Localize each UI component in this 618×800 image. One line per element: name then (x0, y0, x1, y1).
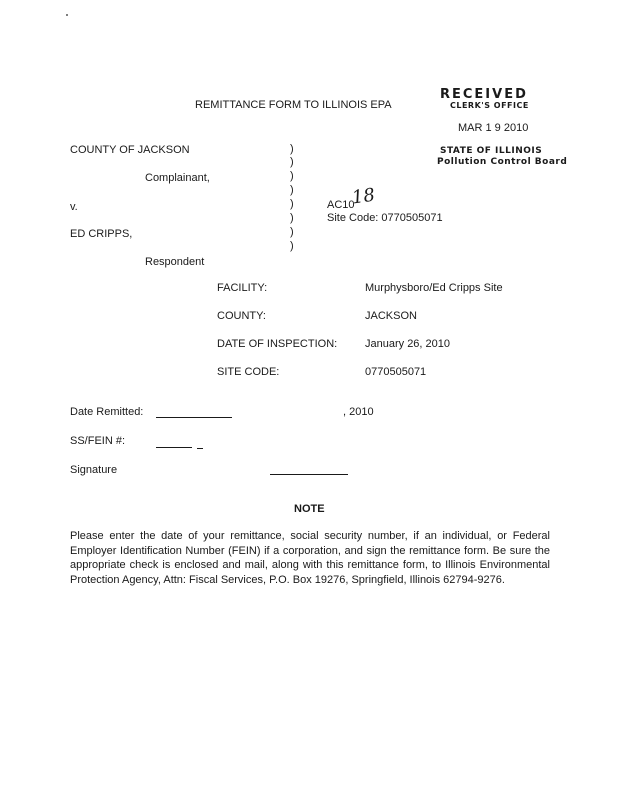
respondent-label: Respondent (145, 256, 205, 268)
facility-label: FACILITY: (217, 282, 268, 294)
ssfein-line-2[interactable] (197, 440, 203, 449)
versus-label: v. (70, 201, 78, 213)
inspection-date-label: DATE OF INSPECTION: (217, 338, 338, 350)
site-code-label: SITE CODE: (217, 366, 280, 378)
site-code-value: 0770505071 (365, 366, 427, 378)
handwritten-case-mark: 18 (350, 184, 377, 209)
signature-line[interactable] (270, 462, 348, 475)
caption-site-code: Site Code: 0770505071 (327, 212, 443, 224)
stamp-date: MAR 1 9 2010 (458, 122, 529, 134)
form-title: REMITTANCE FORM TO ILLINOIS EPA (195, 99, 392, 111)
stamp-received: RECEIVED (440, 87, 528, 102)
date-remitted-line[interactable] (156, 405, 232, 418)
ssfein-label: SS/FEIN #: (70, 435, 126, 447)
ssfein-line-1[interactable] (156, 435, 192, 448)
stamp-office: CLERK'S OFFICE (450, 101, 529, 110)
complainant-label: Complainant, (145, 172, 210, 184)
county-value: JACKSON (365, 310, 417, 322)
facility-value: Murphysboro/Ed Cripps Site (365, 282, 503, 294)
inspection-date-value: January 26, 2010 (365, 338, 451, 350)
note-heading: NOTE (294, 503, 325, 515)
note-body: Please enter the date of your remittance, social security number, if an individual, or Federal Employer Identification Number (FEIN) if a corporation, and sign the remittance form. Be sure the appropriate check is enclosed and mail, along with this remittance form, to Illinois Environmental Protection Agency, Attn: Fiscal Services, P.O. Box 19276, Springfield, Illinois 62794-9276. (70, 530, 550, 586)
stamp-state: STATE OF ILLINOIS (440, 146, 543, 156)
county-label: COUNTY: (217, 310, 266, 322)
defendant-name: ED CRIPPS, (70, 228, 133, 240)
year-suffix: , 2010 (343, 406, 374, 418)
signature-label: Signature (70, 464, 118, 476)
date-remitted-label: Date Remitted: (70, 406, 144, 418)
scan-speck (66, 14, 68, 16)
plaintiff-name: COUNTY OF JACKSON (70, 144, 190, 156)
case-number: AC10 (327, 199, 355, 211)
stamp-board: Pollution Control Board (437, 157, 568, 167)
